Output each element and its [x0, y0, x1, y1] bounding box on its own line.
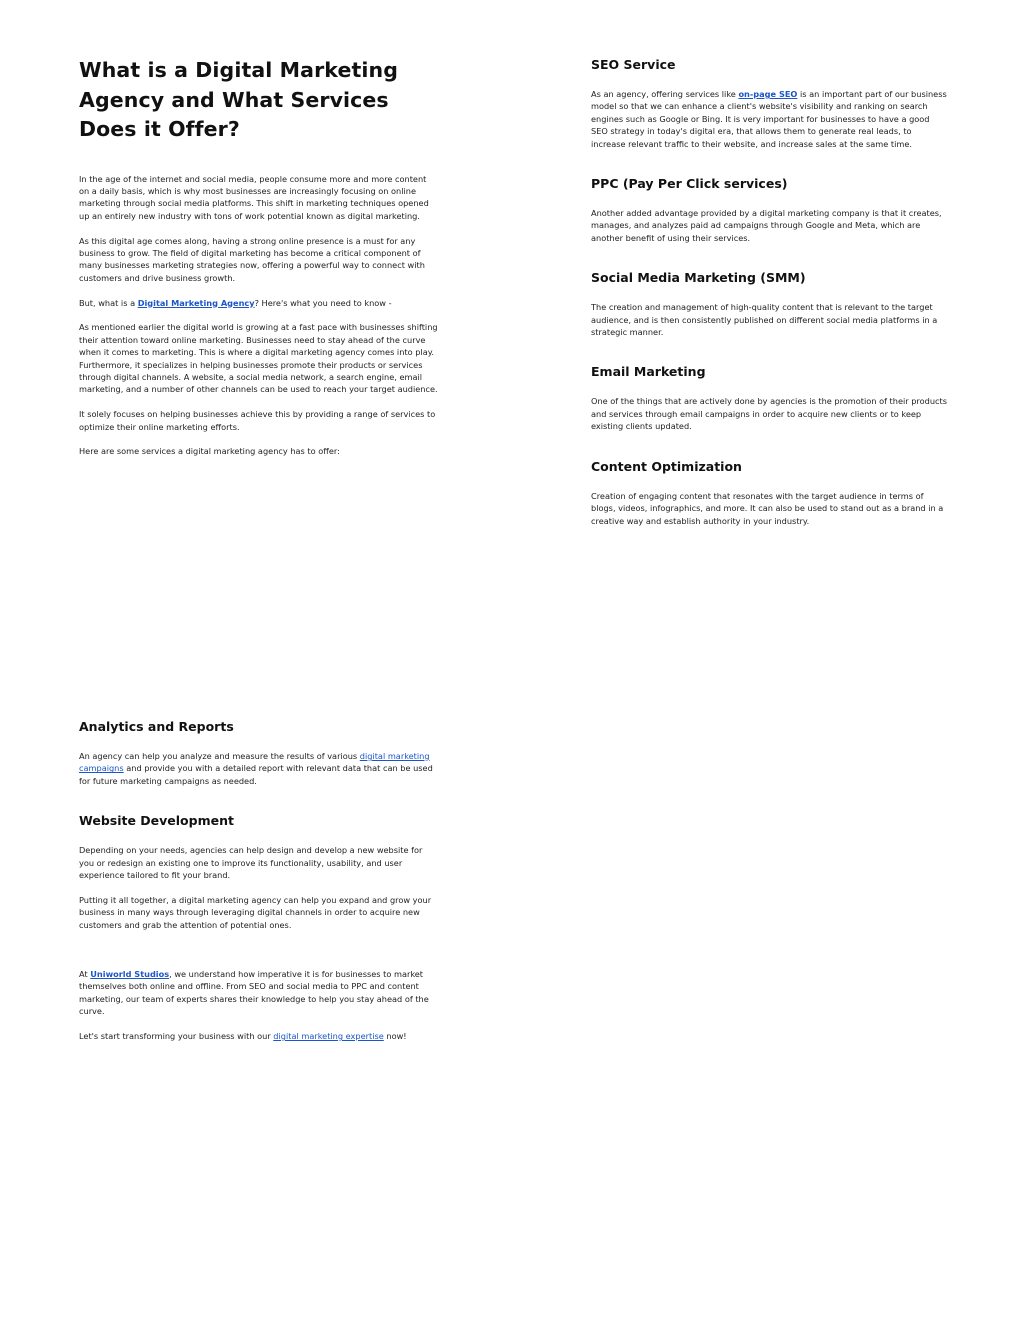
cta-before: Let's start transforming your business with our: [79, 1031, 274, 1042]
email-text: One of the things that are actively done by agencies is the promotion of their products and services through email campaigns in order to acquire new clients or to keep existing clients updated.: [591, 396, 947, 432]
content-heading: Content Optimization: [591, 458, 742, 474]
digital-marketing-agency-link[interactable]: Digital Marketing Agency: [137, 297, 255, 308]
cta-paragraph: [79, 1030, 439, 1042]
digital-marketing-campaigns-link[interactable]: digital marketing campaigns: [79, 751, 430, 774]
seo-text-before: As an agency, offering services like: [591, 89, 739, 99]
digital-marketing-expertise-link[interactable]: digital marketing expertise: [273, 1031, 384, 1042]
seo-text-after: is an important part of our business model so that we can enhance a client's website's visibility and ranking on search engines such as Google or Bing. It is very important for businesses to have a good SEO strategy in today's digital era, that allows them to generate real leads, to increase relevant traffic to their website, and increase sales at the same time.: [591, 89, 947, 149]
content-text: Creation of engaging content that resonates with the target audience in terms of blogs, videos, infographics, and more. It can also be used to stand out as a brand in a creative way and establish authority in your industry.: [591, 490, 944, 526]
intro-paragraph-2: As this digital age comes along, having a strong online presence is a must for any business to grow. The field of digital marketing has become a critical component of many businesses marketing strategies now, offering a powerful way to connect with customers and drive business growth.: [79, 235, 425, 283]
services-list: [591, 56, 947, 552]
analytics-heading: Analytics and Reports: [79, 719, 234, 734]
studio-after: , we understand how imperative it is for businesses to market themselves both online and offline. From SEO and social media to PPC and content marketing, our team of experts shares their knowledge to help you stay ahead of the curve.: [79, 969, 429, 1017]
uniworld-studios-link[interactable]: Uniworld Studios: [90, 969, 170, 980]
ppc-text: Another added advantage provided by a digital marketing company is that it creates, manages, and analyzes paid ad campaigns through Google and Meta, which are another benefit of using their services.: [591, 208, 942, 243]
service-web: [79, 812, 439, 881]
article-conclusion: [79, 718, 439, 1042]
seo-text: [591, 88, 947, 150]
studio-before: At: [79, 969, 91, 980]
on-page-seo-link[interactable]: on-page SEO: [738, 89, 798, 99]
summary-paragraph: Putting it all together, a digital marketing agency can help you expand and grow your business in many ways through leveraging digital channels in order to acquire new customers and grab the attention of potential ones.: [79, 894, 432, 930]
web-text: Depending on your needs, agencies can help design and develop a new website for you or redesign an existing one to improve its functionality, usability, and user experience tailored to fit your brand.: [79, 845, 423, 881]
service-content: [591, 458, 947, 527]
body-paragraph-2: It solely focuses on helping businesses achieve this by providing a range of services to optimize their online marketing efforts.: [79, 409, 436, 432]
article-intro: [79, 56, 439, 470]
cta-after: now!: [383, 1031, 407, 1042]
web-heading: Website Development: [79, 813, 234, 829]
seo-heading: SEO Service: [591, 57, 676, 72]
question-paragraph: [79, 297, 439, 309]
body-paragraph-1: As mentioned earlier the digital world is growing at a fast pace with businesses shifting their attention toward online marketing. Businesses need to stay ahead of the curve when it comes to marketing. This is where a digital marketing agency comes into play. Furthermore, it specializes in helping businesses promote their products or services through digital channels. A website, a social media network, a search engine, email marketing, and a number of other channels can be used to reach your target audience.: [79, 322, 438, 395]
ppc-heading: PPC (Pay Per Click services): [591, 176, 788, 192]
question-before: But, what is a: [79, 297, 138, 308]
article-title: What is a Digital Marketing Agency and What Services Does it Offer?: [79, 58, 398, 141]
intro-paragraph-1: In the age of the internet and social media, people consume more and more content on a daily basis, which is why most businesses are increasingly focusing on online marketing through social media platforms. This shift in marketing techniques opened up an entirely new industry with tons of work potential known as digital marketing.: [79, 173, 429, 221]
question-after: ? Here's what you need to know -: [254, 297, 392, 308]
analytics-text-before: An agency can help you analyze and measure the results of various: [79, 751, 360, 761]
body-paragraph-3: Here are some services a digital marketing agency has to offer:: [79, 446, 340, 457]
service-analytics: [79, 718, 439, 787]
email-heading: Email Marketing: [591, 364, 706, 380]
service-email: [591, 363, 947, 432]
smm-heading: Social Media Marketing (SMM): [591, 270, 806, 286]
service-seo: [591, 56, 947, 150]
service-ppc: [591, 175, 947, 244]
studio-paragraph: [79, 968, 439, 1018]
analytics-text: [79, 750, 439, 787]
service-smm: [591, 269, 947, 338]
analytics-text-after: and provide you with a detailed report with relevant data that can be used for future marketing campaigns as needed.: [79, 763, 433, 786]
smm-text: The creation and management of high-quality content that is relevant to the target audience, and is then consistently published on different social media platforms in a strategic manner.: [591, 302, 938, 338]
